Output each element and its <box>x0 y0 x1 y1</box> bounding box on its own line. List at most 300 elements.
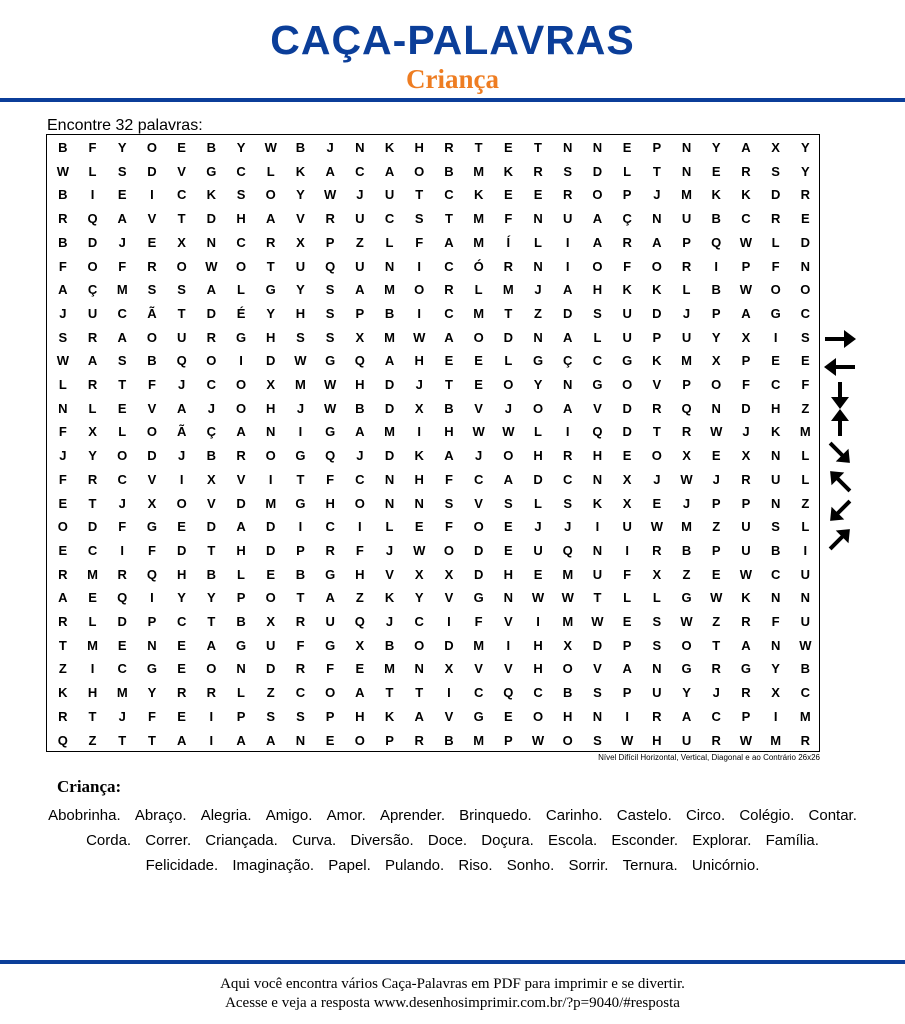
grid-letter: Y <box>207 590 216 606</box>
grid-letter: X <box>355 637 365 653</box>
grid-letter: Z <box>88 732 97 748</box>
grid-letter: R <box>800 187 811 203</box>
grid-letter: E <box>177 708 186 724</box>
grid-letter: R <box>295 661 306 677</box>
grid-letter: L <box>801 448 810 464</box>
grid-letter: P <box>236 708 246 724</box>
word-list-item: Sorrir. <box>568 857 609 874</box>
grid-letter: P <box>504 732 513 748</box>
grid-letter: H <box>592 282 603 298</box>
grid-letter: B <box>711 211 721 227</box>
grid-letter: R <box>741 614 751 629</box>
grid-letter: S <box>563 163 573 179</box>
grid-letter: O <box>235 377 247 392</box>
grid-letter: J <box>178 448 186 464</box>
grid-letter: S <box>177 282 186 298</box>
grid-letter: B <box>770 542 781 558</box>
grid-letter: U <box>87 305 98 321</box>
grid-letter: H <box>414 353 424 369</box>
grid-letter: B <box>295 566 306 582</box>
grid-letter: Z <box>266 685 275 701</box>
grid-letter: G <box>235 329 247 345</box>
grid-letter: N <box>414 495 424 511</box>
grid-letter: Q <box>503 685 514 701</box>
grid-letter: I <box>506 637 511 653</box>
grid-letter: R <box>266 234 276 250</box>
grid-letter: L <box>237 566 245 582</box>
grid-letter: D <box>444 637 454 653</box>
grid-letter: N <box>800 258 811 274</box>
grid-letter: N <box>652 661 662 677</box>
grid-letter: I <box>565 258 570 274</box>
grid-letter: E <box>177 140 186 155</box>
grid-letter: B <box>800 661 811 677</box>
grid-letter: N <box>236 661 246 677</box>
grid-letter: I <box>803 542 808 558</box>
grid-letter: N <box>592 471 603 487</box>
grid-letter: G <box>325 424 336 440</box>
grid-letter: T <box>88 708 97 724</box>
grid-letter: L <box>623 163 632 179</box>
word-list-item: Contar. <box>808 807 857 824</box>
grid-letter: E <box>147 234 157 250</box>
grid-letter: O <box>473 329 484 345</box>
grid-letter: G <box>473 708 484 724</box>
arrow-right-icon <box>822 324 858 354</box>
grid-letter: Y <box>801 140 810 155</box>
grid-letter: R <box>681 424 692 440</box>
word-list-item: Ternura. <box>622 857 678 874</box>
grid-letter: M <box>473 732 485 748</box>
grid-letter: V <box>444 590 454 606</box>
word-list-item: Doce. <box>427 832 468 849</box>
grid-letter: A <box>741 305 751 321</box>
grid-letter: I <box>90 661 95 677</box>
grid-letter: K <box>622 282 632 298</box>
grid-letter: S <box>444 495 454 511</box>
grid-letter: R <box>741 471 751 487</box>
grid-letter: C <box>117 305 127 321</box>
grid-letter: X <box>563 637 573 653</box>
grid-letter: M <box>384 661 395 677</box>
grid-letter: É <box>236 305 246 321</box>
grid-letter: H <box>592 448 603 464</box>
grid-letter: R <box>741 163 751 179</box>
grid-letter: S <box>652 614 662 629</box>
grid-letter: V <box>236 471 246 487</box>
grid-letter: G <box>295 448 306 464</box>
grid-letter: Ç <box>87 282 98 298</box>
grid-letter: A <box>563 329 573 345</box>
word-list-item: Colégio. <box>739 807 795 824</box>
grid-letter: U <box>355 211 365 227</box>
grid-row <box>47 373 819 397</box>
grid-letter: X <box>622 495 632 511</box>
grid-letter: O <box>473 519 484 535</box>
grid-letter: P <box>325 234 335 250</box>
grid-letter: V <box>385 566 394 582</box>
grid-letter: W <box>739 234 753 250</box>
grid-letter: D <box>176 542 187 558</box>
grid-letter: R <box>563 448 573 464</box>
grid-letter: P <box>741 495 751 511</box>
grid-letter: D <box>622 424 632 440</box>
grid-letter: T <box>504 305 513 321</box>
grid-letter: P <box>147 614 157 629</box>
grid-letter: H <box>236 211 246 227</box>
grid-letter: Y <box>266 305 276 321</box>
grid-letter: Z <box>534 305 542 321</box>
grid-letter: J <box>653 187 661 203</box>
grid-letter: J <box>385 542 394 558</box>
grid-letter: E <box>355 661 365 677</box>
grid-letter: E <box>504 187 513 203</box>
grid-letter: H <box>355 566 365 582</box>
grid-letter: P <box>622 685 632 701</box>
grid-letter: Ã <box>176 424 187 440</box>
grid-letter: D <box>236 495 246 511</box>
grid-letter: A <box>58 590 68 606</box>
word-list-item: Unicórnio. <box>691 857 760 874</box>
grid-letter: R <box>770 211 781 227</box>
grid-letter: W <box>739 732 753 748</box>
grid-letter: T <box>415 685 424 701</box>
grid-letter: U <box>741 519 751 535</box>
grid-letter: N <box>355 140 365 155</box>
grid-letter: C <box>295 685 306 701</box>
grid-letter: N <box>592 140 603 155</box>
grid-letter: I <box>565 234 570 250</box>
grid-letter: Y <box>117 140 127 155</box>
grid-letter: I <box>358 519 362 535</box>
grid-letter: D <box>117 614 127 629</box>
grid-letter: G <box>146 661 157 677</box>
grid-letter: O <box>414 163 425 179</box>
grid-letter: X <box>296 234 305 250</box>
grid-letter: Q <box>562 542 573 558</box>
word-list-item: Imaginação. <box>232 857 315 874</box>
grid-letter: N <box>533 329 543 345</box>
grid-letter: J <box>296 400 305 416</box>
grid-letter: T <box>415 187 424 203</box>
grid-letter: B <box>384 637 395 653</box>
grid-letter: M <box>384 329 395 345</box>
grid-letter: D <box>473 542 484 558</box>
grid-letter: M <box>681 353 692 369</box>
grid-letter: E <box>711 163 721 179</box>
grid-letter: M <box>799 424 811 440</box>
grid-letter: O <box>532 400 544 416</box>
grid-letter: Y <box>414 590 424 606</box>
grid-letter: J <box>118 234 126 250</box>
grid-letter: H <box>414 140 424 155</box>
word-list-item: Explorar. <box>692 832 752 849</box>
grid-letter: J <box>564 519 572 535</box>
grid-letter: O <box>503 448 514 464</box>
grid-letter: T <box>444 211 453 227</box>
grid-letter: L <box>534 234 542 250</box>
grid-letter: C <box>533 685 543 701</box>
grid-letter: U <box>355 258 365 274</box>
grid-letter: C <box>325 519 335 535</box>
grid-letter: X <box>652 566 662 582</box>
grid-letter: X <box>444 566 454 582</box>
grid-letter: M <box>681 519 692 535</box>
grid-letter: Q <box>176 353 187 369</box>
word-list-item: Doçura. <box>481 832 534 849</box>
grid-letter: I <box>90 187 95 203</box>
grid-letter: N <box>681 163 692 179</box>
grid-letter: B <box>295 140 306 155</box>
grid-letter: Y <box>296 187 305 203</box>
grid-letter: J <box>326 140 334 155</box>
grid-letter: R <box>652 708 662 724</box>
grid-letter: H <box>533 661 543 677</box>
grid-letter: L <box>504 353 513 369</box>
grid-letter: F <box>326 471 335 487</box>
grid-letter: C <box>176 614 187 629</box>
grid-letter: V <box>504 614 513 629</box>
word-list-item: Diversão. <box>350 832 414 849</box>
grid-letter: C <box>444 305 454 321</box>
grid-letter: M <box>799 708 811 724</box>
grid-letter: J <box>59 448 67 464</box>
grid-letter: Y <box>147 685 157 701</box>
grid-letter: M <box>770 732 782 748</box>
grid-letter: R <box>711 661 721 677</box>
grid-letter: O <box>532 708 544 724</box>
grid-letter: H <box>355 708 365 724</box>
grid-letter: V <box>593 400 602 416</box>
grid-letter: T <box>207 614 216 629</box>
grid-letter: A <box>325 590 335 606</box>
grid-letter: L <box>385 234 394 250</box>
grid-letter: M <box>502 282 514 298</box>
grid-letter: T <box>207 542 216 558</box>
grid-letter: S <box>801 329 810 345</box>
grid-letter: R <box>87 377 98 392</box>
grid-letter: R <box>58 708 68 724</box>
grid-letter: A <box>444 329 454 345</box>
grid-letter: U <box>325 614 335 629</box>
grid-letter: U <box>176 329 187 345</box>
grid-letter: N <box>681 140 692 155</box>
grid-letter: N <box>711 400 721 416</box>
grid-letter: T <box>474 140 483 155</box>
grid-letter: Z <box>58 661 67 677</box>
grid-letter: W <box>621 732 634 748</box>
grid-letter: V <box>177 163 186 179</box>
grid-letter: I <box>417 305 422 321</box>
bottom-rule <box>0 960 905 964</box>
grid-row <box>47 492 819 516</box>
page-title: CAÇA-PALAVRAS <box>270 17 635 63</box>
grid-letter: T <box>147 732 156 748</box>
grid-letter: P <box>741 353 751 369</box>
grid-letter: E <box>504 708 513 724</box>
grid-letter: T <box>652 424 661 440</box>
grid-letter: Y <box>771 661 780 677</box>
grid-letter: O <box>87 258 98 274</box>
word-list-item: Brinquedo. <box>459 807 532 824</box>
grid-letter: Z <box>682 566 691 582</box>
grid-letter: U <box>266 637 276 653</box>
grid-letter: G <box>235 637 247 653</box>
grid-letter: I <box>268 471 273 487</box>
grid-letter: S <box>652 637 662 653</box>
grid-letter: Y <box>682 685 691 701</box>
grid-letter: U <box>681 329 692 345</box>
grid-letter: I <box>565 424 570 440</box>
grid-letter: N <box>414 661 424 677</box>
grid-letter: O <box>146 329 157 345</box>
grid-letter: H <box>533 637 543 653</box>
word-list-item: Abraço. <box>134 807 187 824</box>
grid-letter: Ç <box>206 424 217 440</box>
grid-letter: S <box>504 495 513 511</box>
grid-letter: H <box>87 685 98 701</box>
grid-letter: S <box>236 187 246 203</box>
grid-letter: M <box>681 187 692 203</box>
grid-letter: G <box>740 661 751 677</box>
grid-letter: M <box>295 377 306 392</box>
grid-letter: V <box>474 400 483 416</box>
grid-letter: O <box>354 495 365 511</box>
grid-letter: E <box>711 566 721 582</box>
grid-letter: G <box>325 353 336 369</box>
arrow-down-right-icon <box>822 438 858 468</box>
grid-letter: F <box>741 377 750 392</box>
grid-letter: T <box>593 590 602 606</box>
grid-letter: N <box>592 542 603 558</box>
grid-letter: F <box>326 661 335 677</box>
grid-letter: W <box>413 329 426 345</box>
grid-letter: O <box>265 448 276 464</box>
grid-letter: A <box>592 211 603 227</box>
grid-letter: D <box>206 305 217 321</box>
grid-letter: D <box>147 163 157 179</box>
grid-letter: C <box>87 542 98 558</box>
grid-letter: Z <box>801 400 810 416</box>
grid-letter: K <box>652 282 662 298</box>
arrow-down-left-icon <box>822 496 858 526</box>
grid-letter: O <box>235 258 247 274</box>
grid-letter: O <box>800 282 811 298</box>
grid-letter: R <box>741 685 751 701</box>
grid-letter: E <box>414 519 424 535</box>
grid-letter: L <box>623 590 632 606</box>
grid-letter: C <box>117 471 127 487</box>
grid-letter: O <box>592 258 603 274</box>
grid-letter: Z <box>801 495 810 511</box>
grid-letter: U <box>741 542 751 558</box>
grid-letter: X <box>771 140 780 155</box>
grid-letter: W <box>413 542 426 558</box>
grid-letter: J <box>504 400 512 416</box>
grid-row <box>47 444 819 468</box>
grid-letter: A <box>206 637 217 653</box>
grid-letter: W <box>680 471 693 487</box>
grid-letter: L <box>385 519 394 535</box>
grid-letter: D <box>533 471 543 487</box>
grid-letter: V <box>147 471 157 487</box>
grid-letter: L <box>534 495 542 511</box>
grid-letter: C <box>563 471 573 487</box>
grid-letter: N <box>770 448 781 464</box>
grid-letter: K <box>206 187 217 203</box>
grid-letter: L <box>682 282 691 298</box>
grid-letter: F <box>355 542 364 558</box>
grid-letter: D <box>266 353 276 369</box>
grid-letter: V <box>593 661 602 677</box>
grid-letter: V <box>444 708 454 724</box>
grid-letter: Q <box>711 234 722 250</box>
grid-letter: S <box>771 163 780 179</box>
grid-letter: A <box>563 400 573 416</box>
grid-row <box>47 420 819 444</box>
grid-letter: B <box>681 542 692 558</box>
grid-letter: G <box>295 495 306 511</box>
grid-letter: F <box>444 471 453 487</box>
grid-letter: L <box>88 163 97 179</box>
grid-letter: T <box>88 495 97 511</box>
grid-letter: R <box>87 329 98 345</box>
grid-letter: I <box>625 542 629 558</box>
grid-letter: A <box>206 282 217 298</box>
grid-letter: L <box>534 424 542 440</box>
grid-letter: J <box>475 448 483 464</box>
grid-letter: B <box>355 400 365 416</box>
grid-letter: V <box>207 495 216 511</box>
grid-row <box>47 136 819 160</box>
grid-letter: A <box>117 329 127 345</box>
grid-row <box>47 397 819 421</box>
arrow-down-icon <box>822 380 858 410</box>
grid-letter: Z <box>712 519 721 535</box>
grid-letter: E <box>266 566 276 582</box>
grid-letter: I <box>773 708 778 724</box>
grid-letter: N <box>147 637 157 653</box>
grid-row <box>47 586 819 610</box>
grid-letter: P <box>741 258 751 274</box>
grid-letter: E <box>622 448 632 464</box>
grid-letter: F <box>444 519 453 535</box>
grid-letter: W <box>710 590 723 606</box>
grid-letter: R <box>652 400 662 416</box>
grid-letter: Y <box>177 590 186 606</box>
grid-letter: B <box>147 353 157 369</box>
grid-letter: K <box>711 187 721 203</box>
grid-letter: U <box>384 187 395 203</box>
grid-letter: I <box>298 424 303 440</box>
grid-row <box>47 231 819 255</box>
grid-letter: C <box>444 258 454 274</box>
grid-letter: W <box>680 614 693 629</box>
grid-letter: X <box>622 471 632 487</box>
grid-letter: E <box>771 353 780 369</box>
grid-letter: G <box>146 519 157 535</box>
grid-letter: V <box>474 661 483 677</box>
grid-letter: C <box>384 211 395 227</box>
grid-letter: A <box>592 234 603 250</box>
grid-letter: X <box>88 424 97 440</box>
grid-letter: E <box>177 661 186 677</box>
grid-letter: O <box>562 732 573 748</box>
grid-letter: A <box>444 448 454 464</box>
grid-letter: O <box>265 187 276 203</box>
grid-letter: E <box>444 353 454 369</box>
word-list-item: Pulando. <box>384 857 445 874</box>
